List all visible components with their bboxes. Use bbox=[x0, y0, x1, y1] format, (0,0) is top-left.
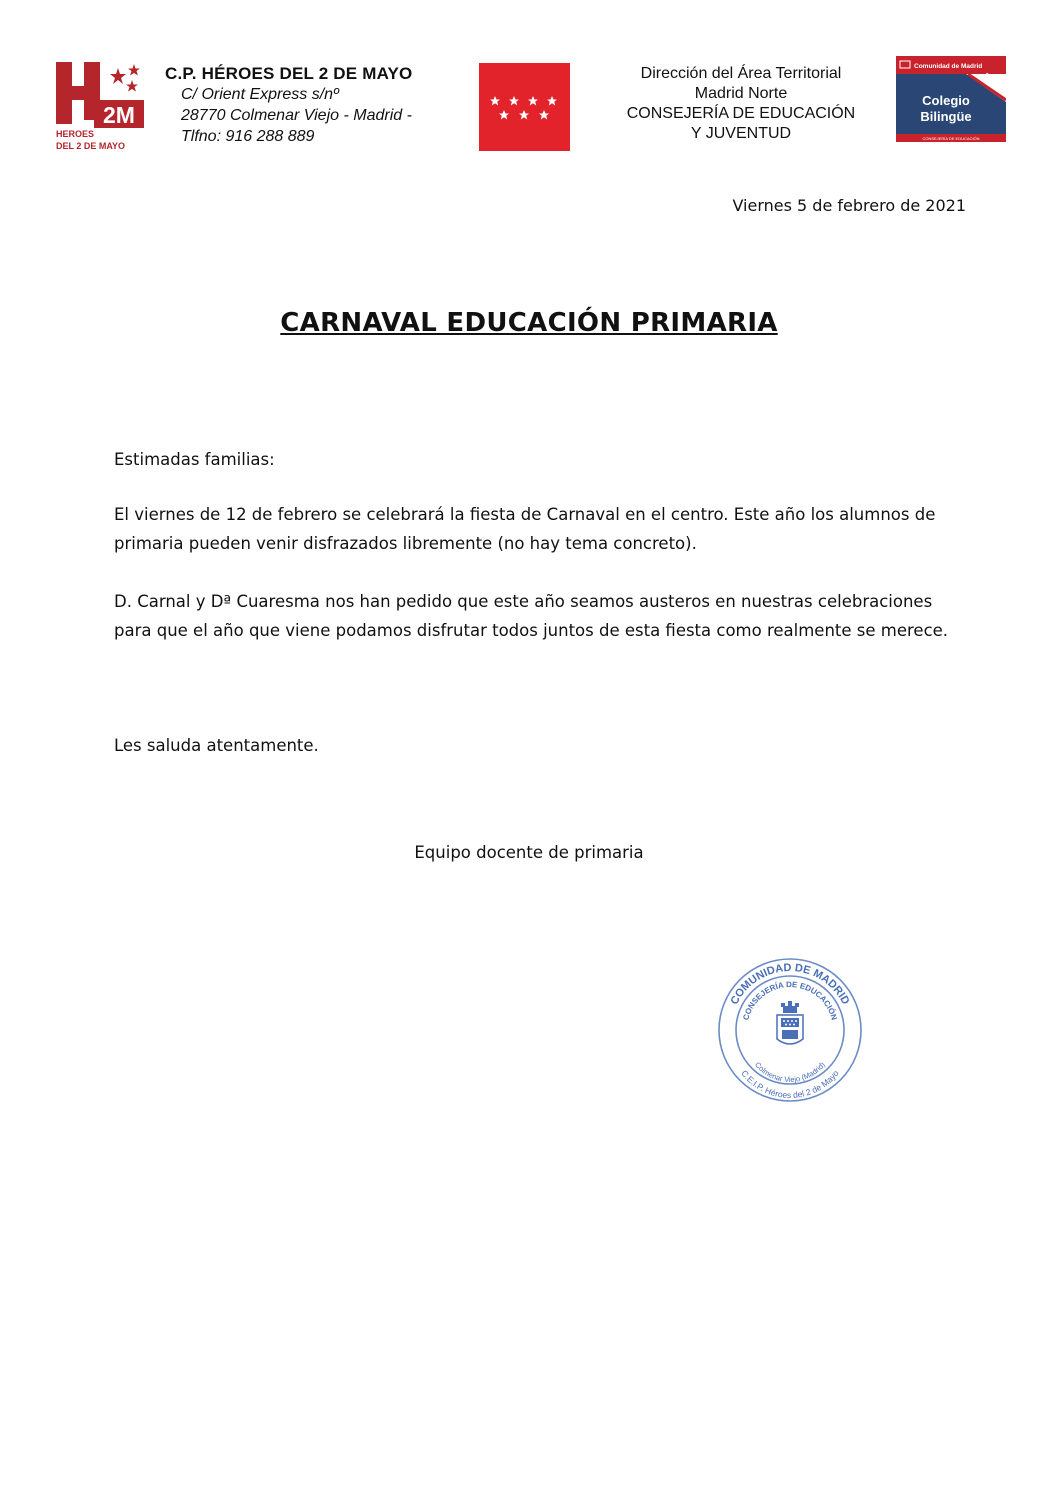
closing: Les saluda atentamente. bbox=[114, 736, 319, 755]
stamp-bottom-outer: C.E.I.P. Héroes del 2 de Mayo bbox=[739, 1068, 841, 1101]
badge-line2: Bilingüe bbox=[920, 109, 972, 124]
coat-of-arms-icon bbox=[777, 1001, 803, 1044]
logo-text-line1: HEROES bbox=[56, 129, 95, 139]
document-title: CARNAVAL EDUCACIÓN PRIMARIA bbox=[280, 308, 778, 338]
school-address-line2: 28770 Colmenar Viejo - Madrid - bbox=[181, 107, 412, 124]
badge-footer: CONSEJERÍA DE EDUCACIÓN bbox=[922, 136, 980, 141]
direccion-line2: Madrid Norte bbox=[694, 85, 788, 102]
signature: Equipo docente de primaria bbox=[414, 843, 644, 862]
stamp-outer-text: COMUNIDAD DE MADRID bbox=[728, 961, 852, 1007]
school-name: C.P. HÉROES DEL 2 DE MAYO bbox=[165, 64, 413, 83]
direccion-info bbox=[600, 64, 882, 144]
paragraph-2: D. Carnal y Dª Cuaresma nos han pedido que este año seamos austeros en nuestras celebraciones para que el año que viene podamos disfrutar todos juntos de esta fiesta como realmente se merece. bbox=[114, 592, 949, 640]
direccion-line4: Y JUVENTUD bbox=[690, 125, 792, 142]
badge-top-text: Comunidad de Madrid bbox=[914, 63, 983, 70]
school-logo bbox=[56, 62, 146, 152]
badge-line1: Colegio bbox=[922, 93, 970, 108]
greeting: Estimadas familias: bbox=[114, 450, 275, 469]
paragraph-1: El viernes de 12 de febrero se celebrará la fiesta de Carnaval en el centro. Este año los alumnos de primaria pueden venir disfrazados libremente (no hay tema concreto). bbox=[114, 505, 936, 553]
stamp-bottom-inner: Colmenar Viejo (Madrid) bbox=[753, 1060, 827, 1085]
stamp-inner-text: CONSEJERÍA DE EDUCACIÓN bbox=[741, 979, 839, 1022]
colegio-bilingue-badge bbox=[896, 56, 1006, 142]
madrid-flag-icon bbox=[479, 63, 570, 151]
logo-mark-text: 2M bbox=[103, 102, 135, 128]
school-phone: Tlfno: 916 288 889 bbox=[181, 128, 315, 145]
direccion-line1: Dirección del Área Territorial bbox=[640, 65, 842, 82]
direccion-line3: CONSEJERÍA DE EDUCACIÓN bbox=[626, 105, 856, 122]
school-info bbox=[165, 64, 412, 147]
school-address-line1: C/ Orient Express s/nº bbox=[181, 86, 339, 103]
official-stamp bbox=[715, 955, 865, 1105]
logo-text-line2: DEL 2 DE MAYO bbox=[56, 141, 126, 151]
document-date: Viernes 5 de febrero de 2021 bbox=[732, 196, 966, 215]
